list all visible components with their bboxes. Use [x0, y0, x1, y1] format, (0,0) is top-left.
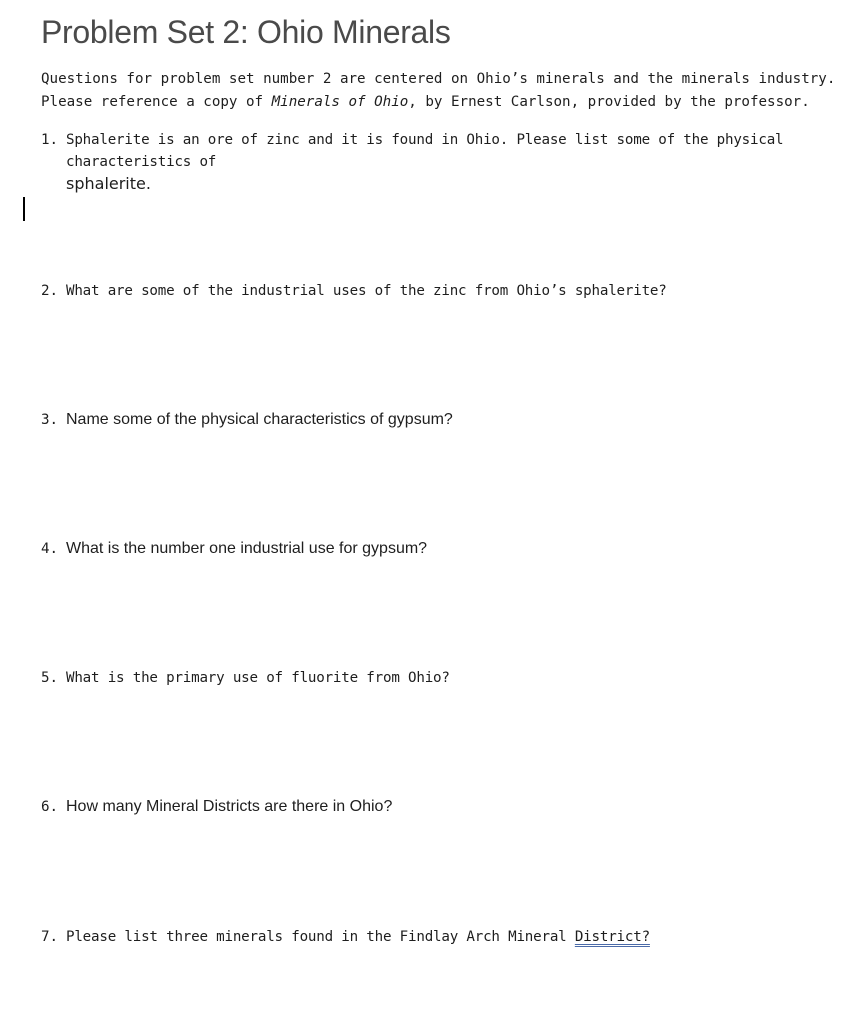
question-number: 5.	[41, 670, 59, 686]
intro-paragraph	[41, 68, 836, 114]
question-text: Sphalerite is an ore of zinc and it is found in Ohio. Please list some of the physical characteristics of	[66, 132, 784, 170]
question-text: How many Mineral Districts are there in Ohio?	[66, 798, 393, 815]
intro-line-2-prefix: Please reference a copy of	[41, 94, 272, 110]
question-number: 4.	[41, 541, 59, 557]
question-5	[41, 667, 821, 689]
book-title: Minerals of Ohio	[271, 94, 409, 110]
district-underlined-word[interactable]: District?	[574, 929, 650, 945]
intro-line-2	[41, 91, 821, 114]
question-3	[41, 409, 821, 431]
question-number: 3.	[41, 412, 59, 428]
question-text: What is the primary use of fluorite from Ohio?	[66, 670, 450, 686]
question-text: What is the number one industrial use for gypsum?	[66, 540, 428, 557]
question-number: 1.	[41, 132, 59, 148]
question-1	[41, 129, 821, 195]
question-text: Name some of the physical characteristics of gypsum?	[66, 411, 453, 428]
intro-line-1: Questions for problem set number 2 are centered on Ohio’s minerals and the minerals industry.	[41, 71, 836, 87]
question-7	[41, 926, 821, 948]
question-6	[41, 796, 821, 818]
question-2	[41, 280, 821, 302]
question-number: 6.	[41, 799, 59, 815]
text-cursor[interactable]	[23, 197, 25, 221]
question-number: 7.	[41, 929, 59, 945]
question-number: 2.	[41, 283, 59, 299]
document-title: Problem Set 2: Ohio Minerals	[41, 14, 451, 50]
intro-line-2-suffix: , by Ernest Carlson, provided by the professor.	[408, 94, 810, 110]
question-text-continuation: sphalerite.	[66, 174, 151, 193]
question-text: Please list three minerals found in the Findlay Arch Mineral	[66, 929, 575, 945]
question-text: What are some of the industrial uses of the zinc from Ohio’s sphalerite?	[66, 283, 667, 299]
question-4	[41, 538, 821, 560]
